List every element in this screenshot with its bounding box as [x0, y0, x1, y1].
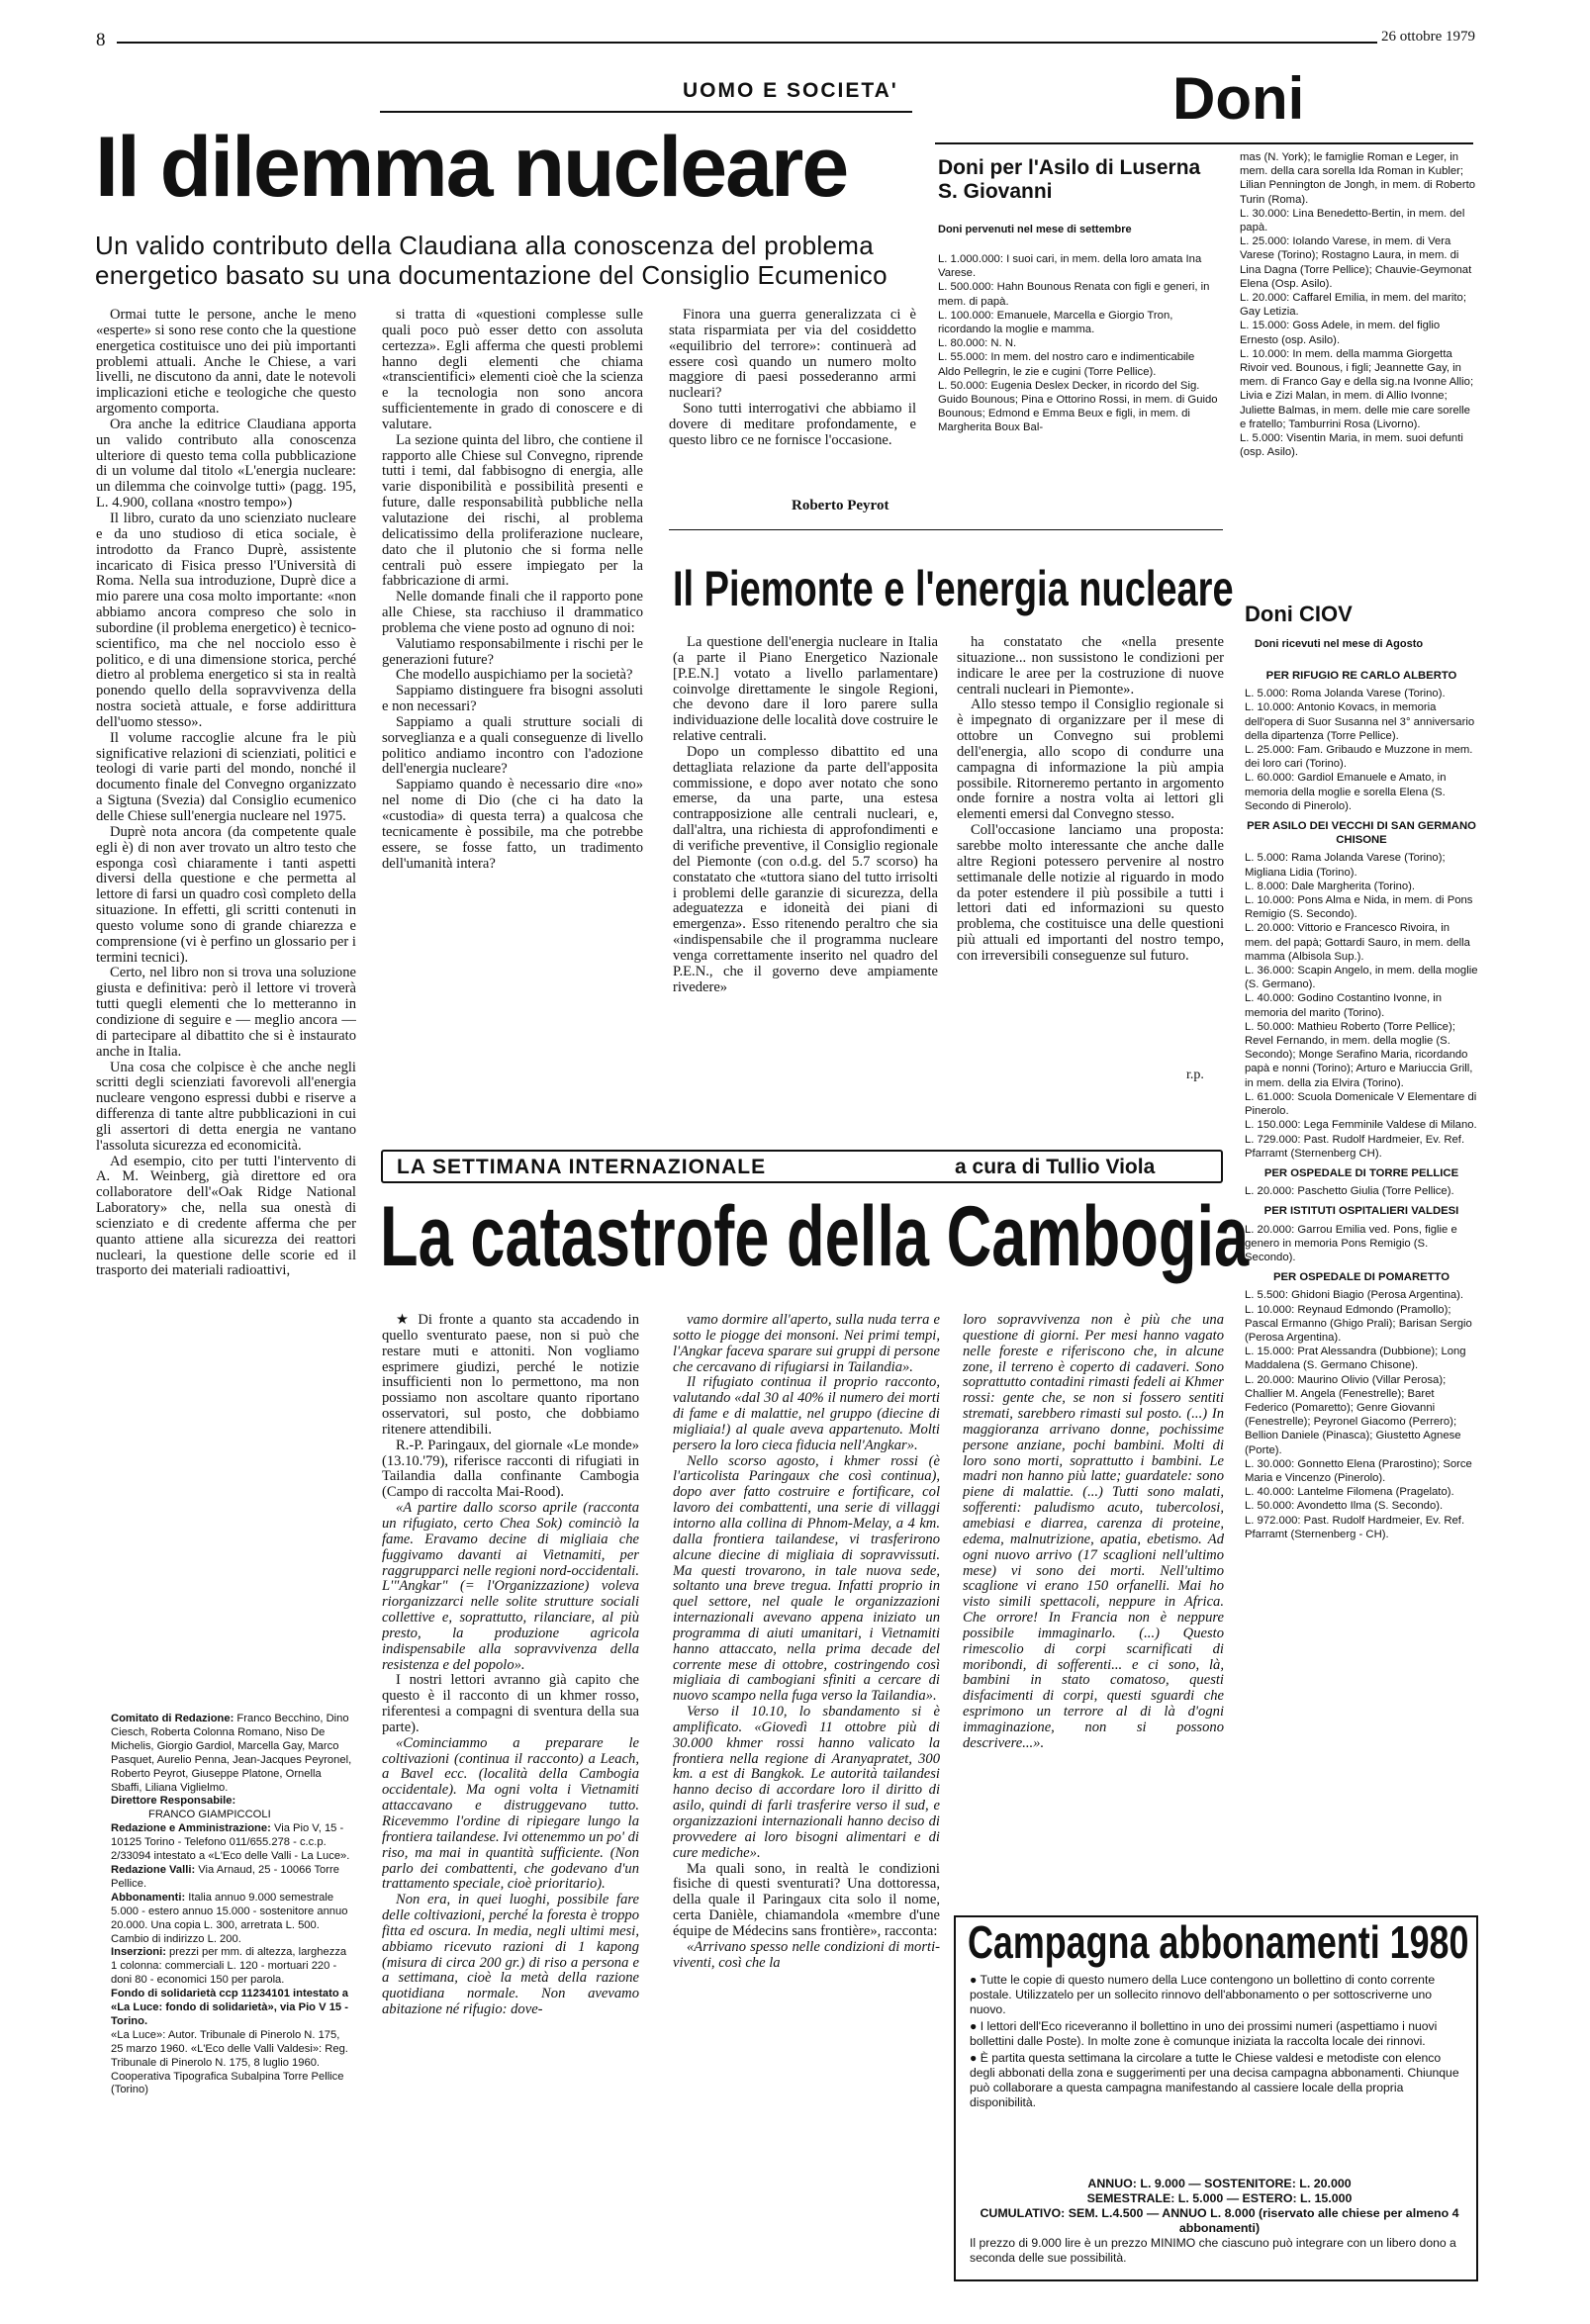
donation-entry: L. 80.000: N. N. [938, 337, 1017, 350]
donation-entry: L. 5.500: Ghidoni Biagio (Perosa Argentina). [1245, 1289, 1464, 1302]
price-line: ANNUO: L. 9.000 — SOSTENITORE: L. 20.000 [1087, 2177, 1352, 2190]
donation-entry: L. 15.000: Goss Adele, in mem. del figlio Ernesto (osp. Asilo). [1240, 320, 1441, 346]
paragraph: Ormai tutte le persone, anche le meno «esperte» si sono rese conto che la questione energetica costituisce uno dei più importanti problemi attuali. Anche le Chiese, a vari livelli, ne discutono da anni, date le notevoli implicazioni etiche e teologiche che questo argomento comporta. [96, 308, 356, 418]
paragraph: «Arrivano spesso nelle condizioni di morti-viventi, così che la [673, 1938, 940, 1971]
colophon-text: Franco Becchino, Dino Ciesch, Roberta Colonna Romano, Niso De Michelis, Giorgio Gardiol, Marcella Gay, Marco Pasquet, Aurelio Penna, Jean-Jacques Peyronel, Roberto Peyrot, Giuseppe Platone, Ornella Sbaffi, Liliana Viglielmo. [111, 1713, 352, 1794]
donation-entry: L. 55.000: In mem. del nostro caro e indimenticabile Aldo Pellegrin, le zie e cugini (Torre Pellice). [938, 351, 1195, 378]
settimana-byline: a cura di Tullio Viola [955, 1156, 1156, 1178]
bullet-item [970, 2019, 1469, 2049]
donation-entry: L. 10.000: Antonio Kovacs, in memoria dell'opera di Suor Susanna nel 3° anniversario della dipartenza (Torre Pellice). [1245, 701, 1475, 742]
paragraph: «Cominciammo a preparare le coltivazioni (continua il racconto) a Leach, a Bavel ecc. (località della Cambogia occidentale). Ma ogni volta i Vietnamiti attaccavano e distruggevano tutto. Ricevemmo l'ordine di ripiegare lungo la frontiera tailandese. Ivi ottenemmo un po' di riso, ma mai in quantità sufficiente. (Non parlo dei combattenti, che godevano d'un trattamento speciale, cioè prioritario). [382, 1734, 639, 1893]
piemonte-top-rule [669, 529, 1223, 530]
donation-entry: L. 40.000: Godino Costantino Ivonne, in memoria del marito (Torino). [1245, 992, 1443, 1019]
bullet-text: I lettori dell'Eco riceveranno il bollettino in uno dei prossimi numeri (aspettiamo i nuovi bollettini dalle Poste). In molte zone è comunque iniziata la raccolta locale dei rinnovi. [970, 2019, 1438, 2048]
paragraph-text: Di fronte a quanto sta accadendo in quello sventurato paese, non si può che restare muti e attoniti. Non vogliamo esprimere giudizi, perché le notizie insufficienti non lo permettono, ma non possiamo non ascoltare quanto riportano osservatori, sul posto, che dobbiamo ritenere attendibili. [382, 1313, 639, 1438]
doni-header: Doni [1172, 65, 1305, 132]
donation-entry: L. 10.000: In mem. della mamma Giorgetta Rivoir ved. Bounous, i figli; Jeannette Gay, in mem. di Franco Gay e della sig.na Ivonne Allio; Livia e Zizi Malan, in mem. di Allio Ivonne; Juliette Balmas, in mem. delle mie care sorelle e fratello; Tamburrini Rosa (Livorno). [1240, 347, 1474, 430]
paragraph: Valutiamo responsabilmente i rischi per le generazioni future? [382, 635, 643, 668]
donation-entry: L. 5.000: Roma Jolanda Varese (Torino). [1245, 688, 1446, 700]
donation-entry: L. 20.000: Paschetto Giulia (Torre Pellice). [1245, 1185, 1454, 1198]
campagna-title: Campagna abbonamenti 1980 [968, 1916, 1469, 1968]
donation-entry: L. 150.000: Lega Femminile Valdese di Milano. [1245, 1119, 1477, 1132]
colophon-label: Redazione Valli: [111, 1863, 196, 1876]
doni-asilo-list [938, 252, 1219, 519]
page-number: 8 [96, 30, 106, 50]
price-line: SEMESTRALE: L. 5.000 — ESTERO: L. 15.000 [1086, 2191, 1353, 2205]
section-heading: PER OSPEDALE DI POMARETTO [1272, 1271, 1450, 1284]
main-article-column-3 [669, 308, 916, 496]
donation-entry: L. 5.000: Rama Jolanda Varese (Torino); Migliana Lidia (Torino). [1245, 852, 1446, 879]
paragraph: Sappiamo distinguere fra bisogni assoluti e non necessari? [382, 683, 643, 715]
main-headline: Il dilemma nucleare [95, 120, 848, 215]
colophon-item [111, 2029, 352, 2071]
paragraph: Ma quali sono, in realtà le condizioni fisiche di questi sventurati? Una dottoressa, della quale il Paringaux cita solo il nome, certa Danièle, chiamandola «membre d'une équipe de Médecins sans frontière», racconta: [673, 1860, 940, 1939]
doni-asilo-subtitle: Doni pervenuti nel mese di settembre [938, 224, 1132, 235]
doni-rule [935, 142, 1473, 144]
donation-entry: L. 8.000: Dale Margherita (Torino). [1245, 880, 1416, 892]
bullet-text: Tutte le copie di questo numero della Luce contengono un bollettino di conto corrente postale. Utilizzatelo per un sollecito rinnovo dell'abbonamento o per sottoscriverne uno nuovo. [970, 1973, 1436, 2016]
donation-entry: L. 30.000: Lina Benedetto-Bertin, in mem. del papà. [1240, 207, 1465, 234]
donation-entry: L. 25.000: Iolando Varese, in mem. di Vera Varese (Torino); Rostagno Laura, in mem. di Lina Dagna (Torre Pellice); Chauvie-Geymonat Elena (Osp. Asilo). [1240, 235, 1472, 290]
donation-entry: mas (N. York); le famiglie Roman e Leger, in mem. della cara sorella Ida Roman in Kubler; Lilian Pennington de Jongh, in mem. di Roberto Turin (Roma). [1240, 151, 1476, 206]
bullet-item [970, 2051, 1469, 2110]
donation-entry: L. 1.000.000: I suoi cari, in mem. della loro amata Ina Varese. [938, 253, 1202, 280]
donation-entry: L. 36.000: Scapin Angelo, in mem. della moglie (S. Germano). [1245, 965, 1478, 991]
colophon-label: Fondo di solidarietà ccp 11234101 intestato a «La Luce: fondo di solidarietà», via Pio V 15 - Torino. [111, 1988, 348, 2027]
colophon-item [111, 1892, 352, 1947]
bullet-item [970, 1973, 1469, 2017]
donation-entry: L. 50.000: Mathieu Roberto (Torre Pellice); Revel Fernando, in mem. della moglie (S. Secondo); Monge Serafino Maria, ricordando papà e nonni (Torino); Arturo e Mariuccia Grill, in mem. della zia Elvira (Torino). [1245, 1020, 1473, 1089]
donation-entry: L. 40.000: Lantelme Filomena (Pragelato). [1245, 1486, 1454, 1499]
colophon-label: Comitato di Redazione: [111, 1713, 234, 1724]
donation-entry: L. 729.000: Past. Rudolf Hardmeier, Ev. Ref. Pfarramt (Sternenberg CH). [1245, 1133, 1465, 1160]
paragraph: Dopo un complesso dibattito ed una dettagliata relazione da parte dell'apposita commissione, e dopo aver notato che sono emerse, da una parte, una estesa contrapposizione alle centrali nucleari, e, dall'altra, una richiesta di approfondimenti e di verifiche preventive, il Consiglio regionale del Piemonte (con o.d.g. del 5.7 scorso) ha constatato che «tuttora siano del tutto irrisolti i problemi delle garanzie di sicurezza, della adeguatezza e idoneità dei piani di emergenza». Esso ritenendo peraltro che sia «indispensabile che il programma nucleare venga correttamente inserito nel quadro del P.E.N., che il governo deve ampiamente rivedere» [673, 743, 938, 995]
price-line: CUMULATIVO: SEM. L.4.500 — ANNUO L. 8.000 (riservato alle chiese per almeno 4 abbonamenti) [980, 2206, 1459, 2235]
donation-entry: L. 10.000: Pons Alma e Nida, in mem. di Pons Remigio (S. Secondo). [1245, 894, 1473, 921]
donation-entry: L. 500.000: Hahn Bounous Renata con figli e generi, in mem. di papà. [938, 281, 1210, 308]
donation-entry: L. 20.000: Vittorio e Francesco Rivoira, in mem. del papà; Gottardi Sauro, in mem. della mamma (Albisola Sup.). [1245, 922, 1470, 963]
colophon-item [111, 1864, 352, 1892]
donation-entry: L. 50.000: Eugenia Deslex Decker, in ricordo del Sig. Guido Bounous; Pina e Ottorino Rossi, in mem. di Guido Bounous; Edmond e Emma Beux e figli, in mem. di Margherita Boux Bal- [938, 379, 1218, 434]
paragraph: Una cosa che colpisce è che anche negli scritti degli scienziati favorevoli all'energia nucleare vengono espressi dubbi e riserve a differenza di tante altre pubblicazioni in cui gli assertori di detta energia ne vantano l'assoluta sicurezza ed economicità. [96, 1059, 356, 1154]
paragraph: Allo stesso tempo il Consiglio regionale si è impegnato di organizzare per il mese di ottobre un Convegno sui problemi dell'energia, allo scopo di condurre una campagna di informazione la più ampia possibile. Ritorneremo pertanto in argomento onde fornire a nostra volta ai lettori gli elementi emersi dal Convegno stesso. [957, 697, 1224, 823]
donation-entry: L. 25.000: Fam. Gribaudo e Muzzone in mem. dei loro cari (Torino). [1245, 744, 1473, 771]
paragraph: Nelle domande finali che il rapporto pone alle Chiese, sta racchiuso il drammatico problema che viene posto ad ognuno di noi: [382, 589, 643, 636]
main-subtitle: Un valido contributo della Claudiana alla conoscenza del problema energetico basato su una documentazione del Consiglio Ecumenico [95, 231, 888, 290]
colophon-item [111, 1713, 352, 1795]
paragraph: Certo, nel libro non si trova una soluzione giusta e definitiva: però il lettore vi troverà tutti quegli elementi che lo metteranno in condizione di seguire e — meglio ancora — di partecipare al dibattito che si è instaurato anche in Italia. [96, 965, 356, 1060]
paragraph: Il volume raccoglie alcune fra le più significative relazioni di scienziati, politici e teologi di varie parti del mondo, nonché il documento finale del Convegno organizzato a Sigtuna (Svezia) dal Consiglio ecumenico delle Chiese sull'energia nucleare nel 1975. [96, 729, 356, 824]
bullet-icon: ● [970, 1973, 981, 1987]
section-heading: PER ISTITUTI OSPITALIERI VALDESI [1263, 1205, 1459, 1218]
paragraph: Coll'occasione lanciamo una proposta: sarebbe molto interessante che anche dalle altre Regioni potessero pervenire al nostro settimanale delle notizie al riguardo in modo da poter estendere il più possibile a tutti i lettori dati ed informazioni su questo problema, che costituisce una delle questioni più attuali ed importanti del nostro tempo, con irreversibili conseguenze sul futuro. [957, 822, 1224, 964]
paragraph: loro sopravvivenza non è più che una questione di giorni. Per mesi hanno vagato nelle foreste e riferiscono che, in alcune zone, il terreno è coperto di cadaveri. Sono soprattutto contadini rimasti fedeli ai Khmer rossi: gente che, se non si fossero sentiti stremati, sarebbero rimasti sul posto. (...) In maggioranza arrivano donne, pochissime persone anziane, pochi bambini. Molti di loro sono morti, soprattutto i bambini. Le madri non hanno più latte; guardatele: sono piene di malattie. (...) Tutti sono malati, sofferenti: paludismo acuto, tubercolosi, amebiasi e diarrea, carenza di proteine, edema, malnutrizione, apatia, ebetismo. Ad ogni nuovo arrivo (17 scaglioni nell'ultimo mese) vi sono dei morti. Nell'ultimo scaglione vi erano 150 orfanelli. Mai ho visto simili spettacoli, neppure in Africa. Che orrore! In Francia non è neppure possibile immaginarlo. (...) Questo rimescolio di corpi scarnificati di moribondi, di sofferenti... e ci sono, là, bambini in stato comatoso, questi disfacimenti di corpi, questi sguardi che esprimono un terrore al di là d'ogni immaginazione, non si possono descrivere...». [963, 1313, 1224, 1751]
bullet-icon: ● [970, 2051, 981, 2065]
donation-entry: L. 972.000: Past. Rudolf Hardmeier, Ev. Ref. Pfarramt (Sternenberg - CH). [1245, 1514, 1465, 1540]
doni-continued-list [1240, 150, 1477, 596]
paragraph: Ad esempio, cito per tutti l'intervento di A. M. Weinberg, già direttore ed ora collaboratore dell'«Oak Ridge National Laboratory» che, nella sua onestà di scienziato e di credente afferma che per quanto attiene alla sicurezza dei reattori nucleari, la questione delle scorie ed il trasporto dei materiali radioattivi, [96, 1153, 356, 1279]
section-heading: PER RIFUGIO RE CARLO ALBERTO [1265, 670, 1457, 682]
piemonte-column-2 [957, 635, 1224, 1090]
section-heading: PER ASILO DEI VECCHI DI SAN GERMANO CHISONE [1247, 820, 1476, 847]
colophon-item [111, 1988, 352, 2029]
donation-entry: L. 20.000: Caffarel Emilia, in mem. del marito; Gay Letizia. [1240, 292, 1466, 319]
star-icon: ★ [396, 1313, 419, 1328]
colophon-text: Cooperativa Tipografica Subalpina Torre Pellice (Torino) [111, 2070, 344, 2096]
paragraph: Ora anche la editrice Claudiana apporta un valido contributo alla conoscenza ulteriore di questo tema colla pubblicazione di un volume dal titolo «L'energia nucleare: un dilemma che coinvolge tutti» (pagg. 195, L. 4.900, collana «nostro tempo») [96, 416, 356, 511]
colophon-text: Italia annuo 9.000 semestrale 5.000 - estero annuo 15.000 - sostenitore annuo 20.000. Una copia L. 300, arretrata L. 500. Cambio di indirizzo L. 200. [111, 1891, 348, 1945]
colophon-label: Redazione e Amministrazione: [111, 1822, 271, 1835]
colophon-label: Abbonamenti: [111, 1891, 186, 1904]
main-article-column-1 [96, 308, 356, 1643]
settimana-banner [381, 1150, 1223, 1183]
donation-entry: L. 50.000: Avondetto Ilma (S. Secondo). [1245, 1500, 1444, 1513]
paragraph: Che modello auspichiamo per la società? [396, 667, 633, 684]
bullet-text: È partita questa settimana la circolare a tutte le Chiese valdesi e metodiste con elenco degli abbonati della zona e suggerimenti per una decisa campagna abbonamenti. Chiunque può collaborare a questa campagna manifestando al cassiere locale della propria disponibilità. [970, 2051, 1459, 2109]
cambogia-column-1 [382, 1313, 639, 2302]
donation-entry: L. 61.000: Scuola Domenicale V Elementare di Pinerolo. [1245, 1090, 1477, 1118]
doni-ciov-title: Doni CIOV [1245, 602, 1353, 626]
paragraph: Nello scorso agosto, i khmer rossi (è l'articolista Paringaux che così continua), dopo aver fatto costruire e fortificare, col lavoro dei combattenti, una serie di villaggi intorno alla collina di Phnom-Melay, a 4 km. dalla frontiera tailandese, vi trasferirono alcune diecine di migliaia di sopravvissuti. Ma questi trovarono, in tale nuova sede, soltanto una breve tregua. Infatti proprio in quel settore, nel quale le organizzazioni internazionali avevano appena iniziato un programma di aiuti umanitari, i Vietnamiti hanno attaccato, nella prima decade del corrente mese di ottobre, costringendo così migliaia di cambogiani sfiniti a cercare di nuovo scampo nella fuga verso la Tailandia». [673, 1452, 940, 1705]
paragraph: Finora una guerra generalizzata ci è stata risparmiata per via del cosiddetto «equilibrio del terrore»: continuerà ad essere così quando un numero molto maggiore di paesi possederanno armi nucleari? [669, 308, 916, 402]
paragraph: Sono tutti interrogativi che abbiamo il dovere di meditare profondamente, e questo libro ce ne fornisce l'occasione. [669, 401, 916, 448]
colophon-text: «La Luce»: Autor. Tribunale di Pinerolo N. 175, 25 marzo 1960. «L'Eco delle Valli Valdesi»: Reg. Tribunale di Pinerolo N. 175, 8 luglio 1960. [111, 2028, 348, 2069]
donation-entry: L. 60.000: Gardiol Emanuele e Amato, in memoria della moglie e sorella Elena (S. Secondo di Pinerolo). [1245, 772, 1447, 812]
colophon-item [111, 1822, 352, 1864]
piemonte-column-1 [673, 635, 938, 1090]
paragraph: Sappiamo a quali strutture sociali di sorveglianza e a quali conseguenze di livello politico andiamo incontro con l'adozione dell'energia nucleare? [382, 713, 643, 778]
bullet-icon: ● [970, 2019, 981, 2033]
doni-ciov-subtitle: Doni ricevuti nel mese di Agosto [1255, 638, 1424, 650]
section-title: UOMO E SOCIETA' [683, 79, 898, 102]
colophon-text: prezzi per mm. di altezza, larghezza 1 colonna: commerciali L. 120 - mortuari 220 - doni 80 - economici 150 per parola. [111, 1946, 347, 1987]
paragraph: Il rifugiato continua il proprio racconto, valutando «dal 30 al 40% il numero dei morti di fame e di malattie, nel gruppo (diecine di migliaia!) al quale aveva appartenuto. Molti persero la loro cieca fiducia nell'Angkar». [673, 1374, 940, 1453]
section-heading: PER OSPEDALE DI TORRE PELLICE [1263, 1166, 1459, 1179]
paragraph [382, 1313, 639, 1439]
paragraph: Il libro, curato da uno scienziato nucleare e da uno studioso di etica sociale, è introdotto da Franco Duprè, assistente incaricato di Fisica presso l'Università di Roma. Nella sua introduzione, Duprè dice a mio parere una cosa molto importante: «non abbiamo ancora compreso che solo in subordine (il problema energetico) è tecnico-scientifico, ma che nel nocciolo esso è politico, e di una dimensione storica, perché dietro al problema energetico si sta in realtà ponendo quello della sopravvivenza della nostra società attuale, e forse addirittura dell'uomo stesso». [96, 510, 356, 730]
colophon-text: Via Pio V, 15 - 10125 Torino - Telefono 011/655.278 - c.c.p. 2/33094 intestato a «L'Eco delle Valli - La Luce». [111, 1822, 350, 1863]
cambogia-column-2 [673, 1313, 940, 2302]
settimana-label: LA SETTIMANA INTERNAZIONALE [397, 1156, 767, 1178]
colophon-text: Via Arnaud, 25 - 10066 Torre Pellice. [111, 1863, 339, 1890]
campagna-footer: Il prezzo di 9.000 lire è un prezzo MINIMO che ciascuno può integrare con un libero dono a seconda delle sue possibilità. [970, 2236, 1456, 2265]
piemonte-author: r.p. [1182, 1068, 1204, 1083]
cambogia-column-3 [963, 1313, 1224, 1926]
colophon-item [111, 1795, 352, 1822]
doni-ciov-list [1245, 663, 1478, 1855]
main-article-author: Roberto Peyrot [792, 498, 889, 513]
campagna-bullet-list [970, 1973, 1469, 2112]
colophon-item [111, 1946, 352, 1988]
colophon-label: Inserzioni: [111, 1946, 166, 1959]
header-rule [117, 42, 1472, 44]
paragraph: vamo dormire all'aperto, sulla nuda terra e sotto le piogge dei monsoni. Nei primi tempi, l'Angkar faceva sparare sui gruppi di persone che cercavano di rifugiarsi in Tailandia». [673, 1313, 940, 1375]
paragraph: ha constatato che «nella presente situazione... non sussistono le condizioni per indicare le aree per la costruzione di nuove centrali nucleari in Piemonte». [957, 635, 1224, 697]
donation-entry: L. 5.000: Visentin Maria, in mem. suoi defunti (osp. Asilo). [1240, 432, 1463, 459]
paragraph: si tratta di «questioni complesse sulle quali poco può esser detto con assoluta certezza». Egli afferma che questi problemi hanno degli elementi che chiama «transcientifici» elementi cioè che la scienza e la tecnologia non sono ancora sufficientemente in grado di conoscere e di valutare. [382, 308, 643, 432]
donation-entry: L. 10.000: Reynaud Edmondo (Pramollo); Pascal Ermanno (Ghigo Prali); Barisan Sergio (Perosa Argentina). [1245, 1303, 1472, 1344]
donation-entry: L. 20.000: Maurino Olivio (Villar Perosa); Challier M. Angela (Fenestrelle); Baret Federico (Pomaretto); Genre Giovanni (Fenestrelle); Peyronel Giacomo (Perrero); Bellion Daniele (Pinasca); Giustetto Agnese (Porte). [1245, 1373, 1461, 1456]
colophon-box [111, 1713, 352, 2128]
paragraph: «A partire dallo scorso aprile (racconta un rifugiato, certo Chea Sok) cominciò la fame. Eravamo decine di migliaia che fuggivamo davanti ai Vietnamiti, per raggrupparci nelle regioni nord-occidentali. L'"Angkar" (= l'Organizzazione) voleva riorganizzarci nelle solite strutture sociali collettive e, soprattutto, rilanciare, al più presto, la produzione agricola indispensabile alla sopravvivenza della resistenza e del popolo». [382, 1500, 639, 1673]
cambogia-headline: La catastrofe della Cambogia [380, 1189, 1250, 1284]
paragraph: Duprè nota ancora (da competente quale egli è) di non aver trovato un altro testo che esponga così chiaramente i tanti aspetti diversi della questione e che permetta al lettore di farsi un quadro così completo della situazione. In effetti, gli scritti contenuti in questo volume sono di grande chiarezza e comprensione (vi è perfino un glossario per i termini tecnici). [96, 823, 356, 966]
donation-entry: L. 30.000: Gonnetto Elena (Prarostino); Sorce Maria e Vincenzo (Pinerolo). [1245, 1457, 1472, 1484]
issue-date: 26 ottobre 1979 [1377, 29, 1475, 46]
paragraph: La sezione quinta del libro, che contiene il rapporto alle Chiese sul Convegno, riprende tutti i temi, dal fabbisogno di energia, alle varie disponibilità e possibilità presenti e future, dalle responsabilità pubbliche nella valutazione dei rischi, al problema delicatissimo della proliferazione nucleare, dato che il plutonio che si forma nelle centrali può essere impiegato per la fabbricazione di armi. [382, 431, 643, 590]
main-article-column-2 [382, 308, 643, 1089]
paragraph: Verso il 10.10, lo sbandamento si è amplificato. «Giovedì 11 ottobre più di 30.000 khmer rossi hanno valicato la frontiera nella regione di Aranyapratet, 300 km. a est di Bangkok. Le autorità tailandesi hanno deciso di accordare loro il diritto di asilo, quindi di farli trasferire verso il sud, e organizzazioni internazionali hanno deciso di provvedere ai loro bisogni alimentari e di cure mediche». [673, 1704, 940, 1861]
colophon-text: FRANCO GIAMPICCOLI [148, 1809, 271, 1821]
colophon-label: Direttore Responsabile: [111, 1795, 236, 1808]
section-rule [380, 111, 912, 113]
paragraph: La questione dell'energia nucleare in Italia (a parte il Piano Energetico Nazionale [P.E.N.] votato a livello parlamentare) coinvolge direttamente le singole Regioni, che devono dare il loro parere sulla individuazione delle località dove costruire le relative centrali. [673, 635, 938, 745]
paragraph: R.-P. Paringaux, del giornale «Le monde» (13.10.'79), riferisce racconti di rifugiati in Tailandia dalla confinante Cambogia (Campo di raccolta Mai-Rood). [382, 1437, 639, 1501]
paragraph: Non era, in quei luoghi, possibile fare delle coltivazioni, perché la foresta è troppo fitta ed oscura. In media, negli ultimi mesi, abbiamo ricevuto razioni di 1 kapong (misura di circa 200 gr.) di riso a persona e a settimana, cioè la metà della razione quotidiana normale. Non avevamo abitazione né rifugio: dove- [382, 1892, 639, 2018]
colophon-item [111, 2071, 352, 2098]
paragraph: I nostri lettori avranno già capito che questo è il racconto di un khmer rosso, riferentesi a compagni di sventura della sua parte). [382, 1672, 639, 1735]
paragraph: Sappiamo quando è necessario dire «no» nel nome di Dio (che ci ha dato la «custodia» di questa terra) a qualcosa che tecnicamente è possibile, ma che potrebbe essere, se fosse fatto, un tradimento dell'umanità intera? [382, 777, 643, 872]
piemonte-headline: Il Piemonte e l'energia nucleare [673, 561, 1234, 616]
doni-asilo-title: Doni per l'Asilo di Luserna S. Giovanni [938, 156, 1201, 203]
campagna-box-wide [954, 1915, 1478, 2281]
donation-entry: L. 15.000: Prat Alessandra (Dubbione); Long Maddalena (S. Germano Chisone). [1245, 1346, 1466, 1372]
donation-entry: L. 100.000: Emanuele, Marcella e Giorgio Tron, ricordando la moglie e mamma. [938, 309, 1173, 336]
donation-entry: L. 20.000: Garrou Emilia ved. Pons, figlie e genero in memoria Pons Remigio (S. Secondo). [1245, 1223, 1457, 1263]
campagna-prices [970, 2177, 1469, 2236]
